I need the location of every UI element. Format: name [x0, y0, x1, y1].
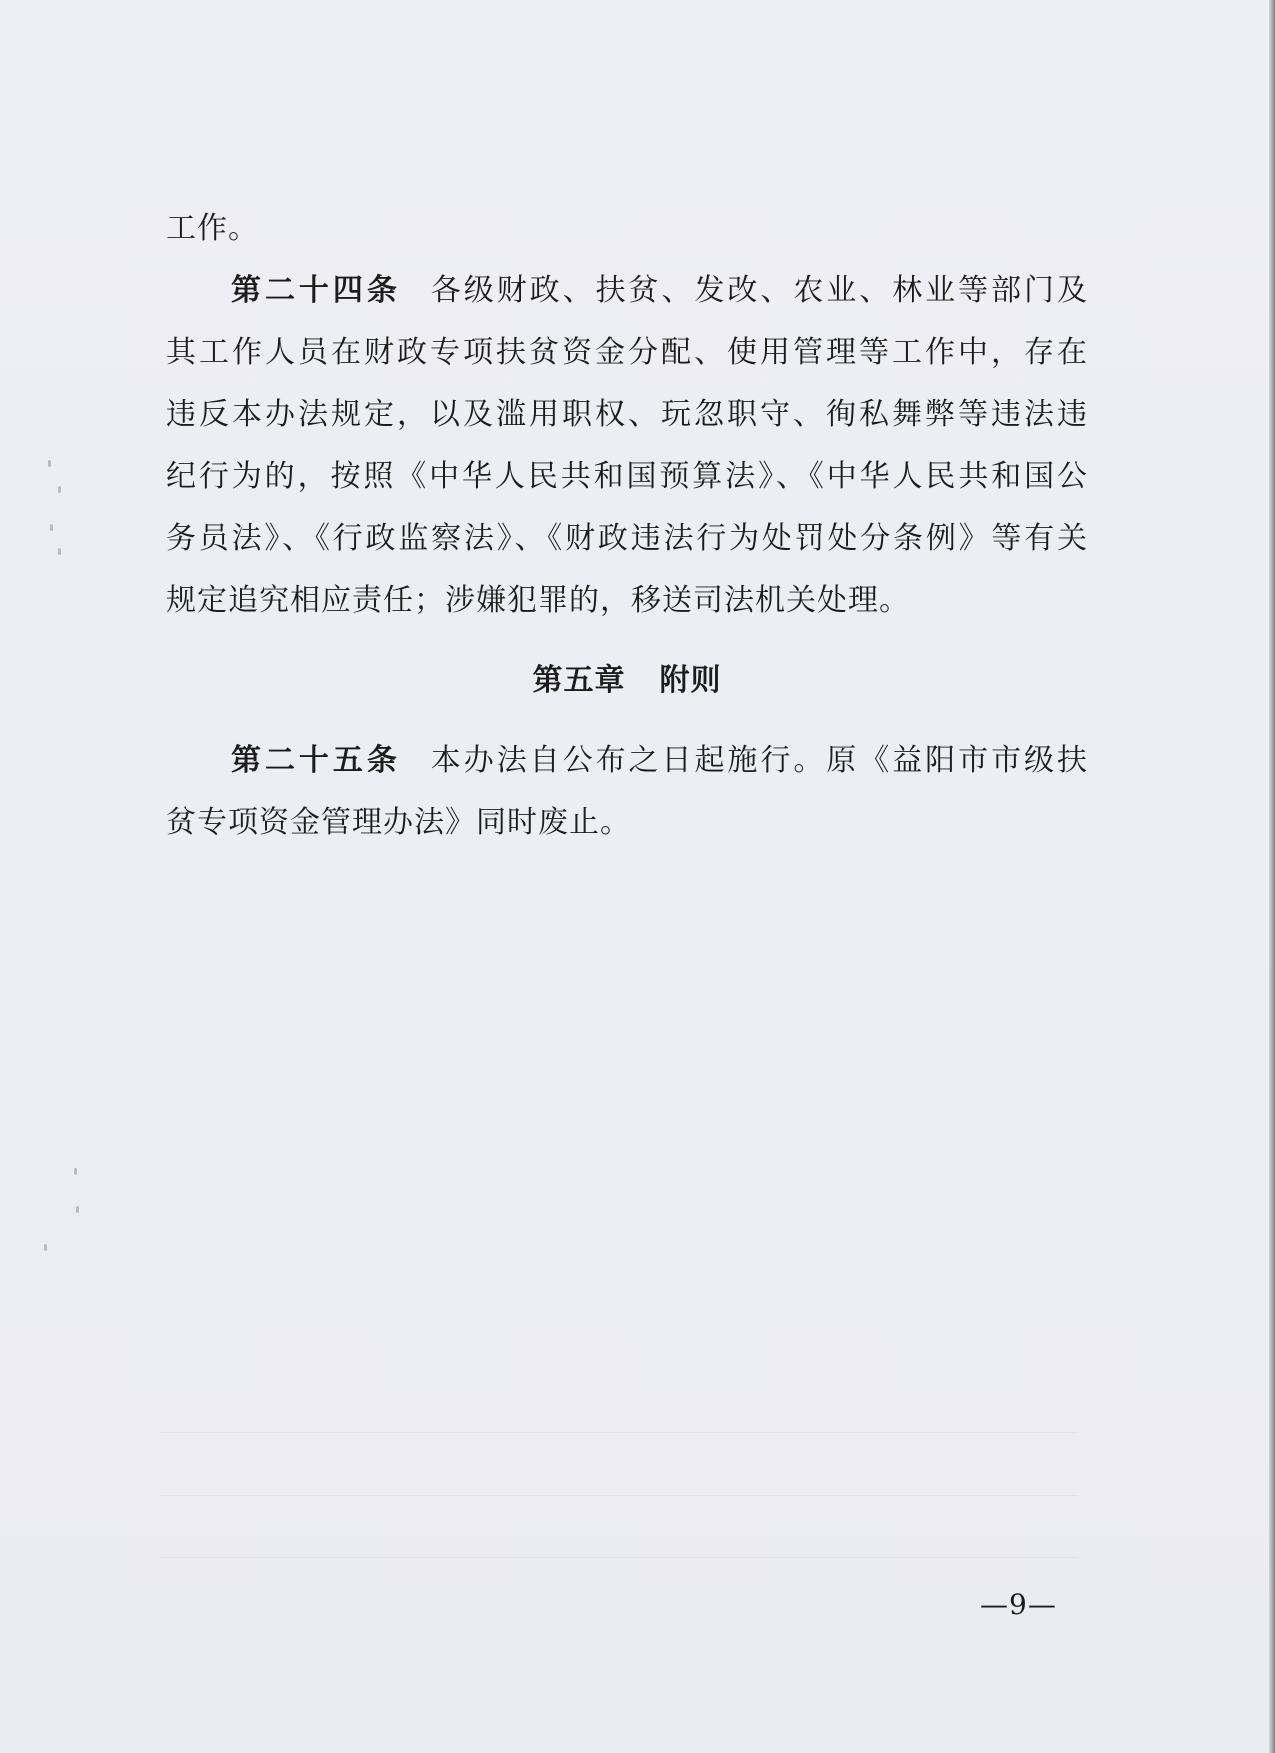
- binding-mark: [74, 1168, 77, 1175]
- page-number: —9—: [980, 1588, 1057, 1621]
- binding-mark: [48, 460, 51, 467]
- binding-mark: [58, 486, 61, 493]
- binding-mark: [44, 1244, 47, 1251]
- article-24-number: 第二十四条: [231, 273, 401, 308]
- body-line: 规定追究相应责任；涉嫌犯罪的，移送司法机关处理。: [166, 583, 910, 618]
- body-line: 其工作人员在财政专项扶贫资金分配、使用管理等工作中，存在: [166, 335, 1088, 370]
- article-25-first-line: [166, 742, 1088, 804]
- footer-divider: [160, 1495, 1078, 1496]
- chapter-number: 第五章: [532, 663, 626, 698]
- scan-edge: [1269, 0, 1275, 1753]
- faint-showthrough-footer: [160, 1432, 1078, 1558]
- document-body: [166, 210, 1088, 866]
- binding-mark: [76, 1206, 79, 1213]
- article-25-number: 第二十五条: [231, 743, 401, 778]
- article-25-text: 本办法自公布之日起施行。原《益阳市市级扶: [430, 743, 1089, 778]
- binding-mark: [50, 524, 53, 531]
- binding-mark: [58, 548, 61, 555]
- body-line: 违反本办法规定，以及滥用职权、玩忽职守、徇私舞弊等违法违: [166, 397, 1088, 432]
- article-24-first-line: [166, 272, 1088, 334]
- body-line: 贫专项资金管理办法》同时废止。: [166, 805, 631, 840]
- chapter-title: 附则: [659, 663, 722, 698]
- body-line: 工作。: [166, 211, 259, 246]
- body-line: 务员法》、《行政监察法》、《财政违法行为处罚处分条例》等有关: [166, 521, 1088, 556]
- body-line: 纪行为的，按照《中华人民共和国预算法》、《中华人民共和国公: [166, 459, 1088, 494]
- article-24-text: 各级财政、扶贫、发改、农业、林业等部门及: [430, 273, 1089, 308]
- chapter-heading: [166, 662, 1088, 724]
